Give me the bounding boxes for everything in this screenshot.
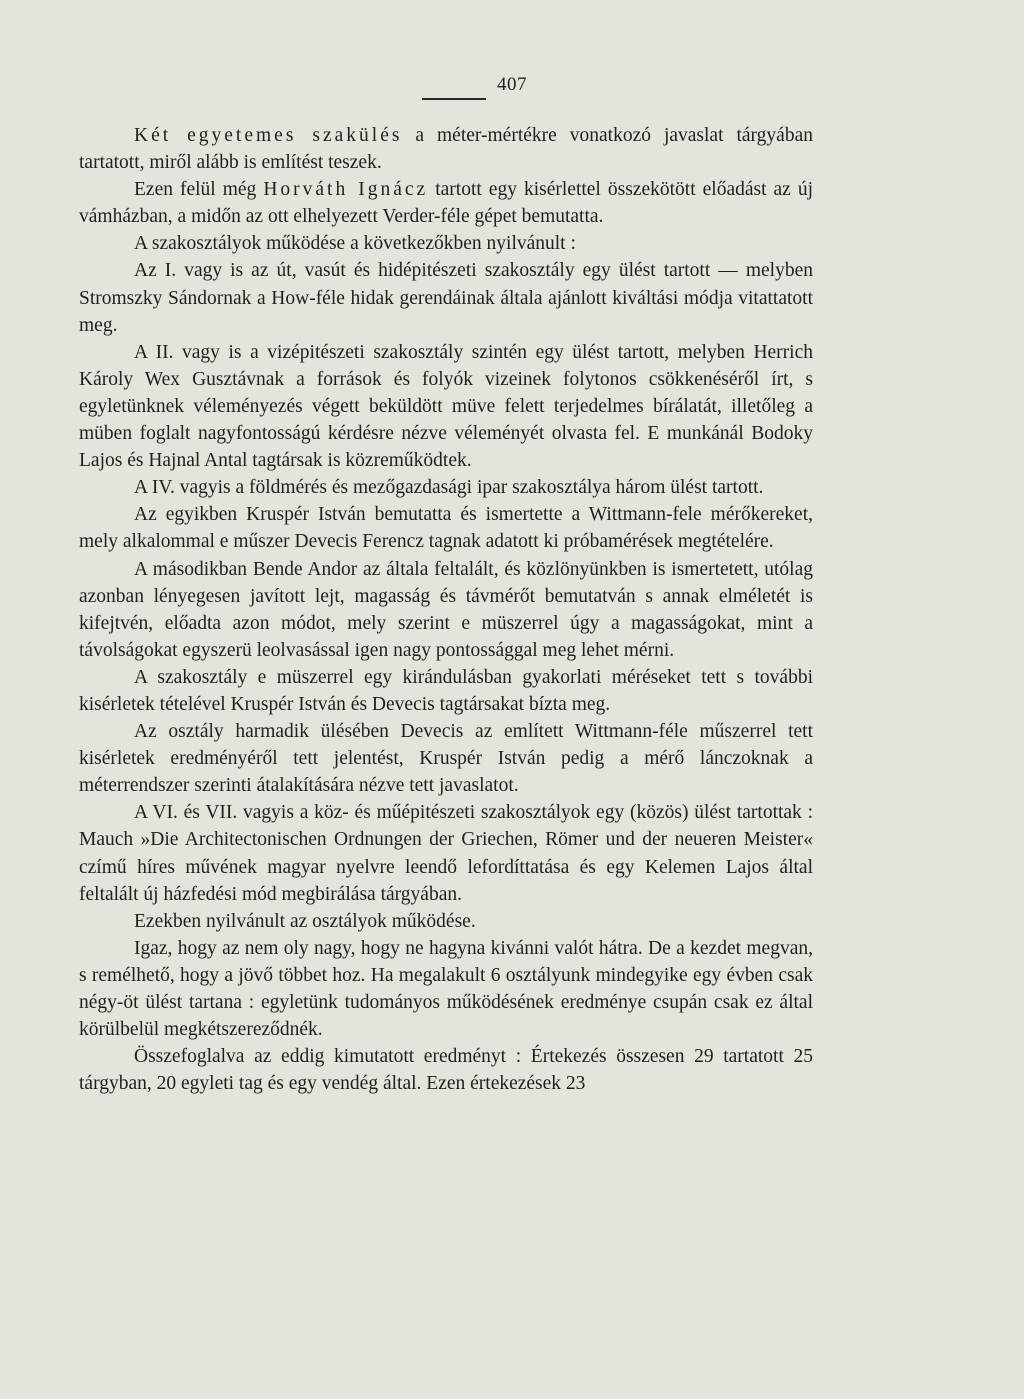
paragraph-1: [79, 122, 813, 176]
paragraph-9: A szakosztály e müszerrel egy kirándulásban gyakorlati méréseket tett s további kisérletek tételével Kruspér István és Devecis tagtársakat bízta meg.: [79, 666, 813, 715]
paragraph-6: A IV. vagyis a földmérés és mezőgazdasági ipar szakosztálya három ülést tartott.: [134, 477, 764, 499]
paragraph-8: A másodikban Bende Andor az általa feltalált, és közlönyünkben is ismertetett, utólag azonban lényegesen javított lejt, magasság és távmérőt bemutatván s annak elméletét is kifejtvén, előadta azon módot, mely szerint e müszerrel úgy a magasságokat, mint a távolságokat egyszerü leolvasással igen nagy pontossággal meg lehet mérni.: [79, 558, 813, 661]
page-number-rule: [422, 98, 486, 100]
paragraph-14: Összefoglalva az eddig kimutatott eredményt : Értekezés összesen 29 tartatott 25 tárgyban, 20 egyleti tag és egy vendég által. Ezen értekezések 23: [79, 1046, 813, 1095]
paragraph-text: a méter-mértékre vonatkozó javaslat tárgyában tartatott, miről alább is említést teszek.: [79, 125, 813, 174]
spaced-name: Horváth Ignácz: [263, 179, 429, 201]
paragraph-lead: Ezen felül még: [134, 179, 264, 201]
paragraph-4: Az I. vagy is az út, vasút és hidépitészeti szakosztály egy ülést tartott — melyben Stromszky Sándornak a How-féle hidak gerendáinak általa ajánlott kiváltási módja vitattatott meg.: [79, 260, 813, 336]
paragraph-10: Az osztály harmadik ülésében Devecis az említett Wittmann-féle műszerrel tett kisérletek eredményéről tett jelentést, Kruspér István pedig a mérő lánczoknak a méterrendszer szerinti átalakítására nézve tett javaslatot.: [79, 721, 813, 797]
paragraph-11: A VI. és VII. vagyis a köz- és műépitészeti szakosztályok egy (közös) ülést tartottak : Mauch »Die Architectonischen Ordnungen der Griechen, Römer und der neueren Meister« czímű híres művének magyar nyelvre leendő lefordíttatása és egy Kelemen Lajos által feltalált új házfedési mód megbirálása tárgyában.: [79, 802, 813, 905]
page-number: 407: [497, 74, 527, 95]
paragraph-5: A II. vagy is a vizépitészeti szakosztály szintén egy ülést tartott, melyben Herrich Károly Wex Gusztávnak a források és folyók vizeinek folytonos csökkenéséről írt, s egyletünknek véleményezés végett beküldött müve felett terjedelmes bírálatát, illetőleg a müben foglalt nagyfontosságú kérdésre nézve véleményét olvasta fel. E munkánál Bodoky Lajos és Hajnal Antal tagtársak is közreműködtek.: [79, 341, 813, 472]
spaced-emphasis: Két egyetemes szakülés: [134, 125, 403, 146]
paragraph-2: [79, 176, 813, 230]
paragraph-text: tartott egy kisérlettel összekötött előadást az új vámházban, a midőn az ott elhelyezett Verder-féle gépet bemutatta.: [79, 179, 814, 228]
paragraph-13: Igaz, hogy az nem oly nagy, hogy ne hagyna kivánni valót hátra. De a kezdet megvan, s remélhető, hogy a jövő többet hoz. Ha megalakult 6 osztályunk mindegyike egy évben csak négy-öt ülést tartana : egyletünk tudományos működésének eredménye csupán csak ez által körülbelül megkétszereződnék.: [79, 937, 813, 1041]
body-text: [79, 122, 813, 1097]
paragraph-12: Ezekben nyilvánult az osztályok működése.: [134, 910, 476, 932]
paragraph-7: Az egyikben Kruspér István bemutatta és ismertette a Wittmann-fele mérőkereket, mely alkalommal e műszer Devecis Ferencz tagnak adatott ki próbamérések megtételére.: [79, 504, 813, 553]
paragraph-3: A szakosztályok működése a következőkben nyilvánult :: [134, 233, 576, 255]
